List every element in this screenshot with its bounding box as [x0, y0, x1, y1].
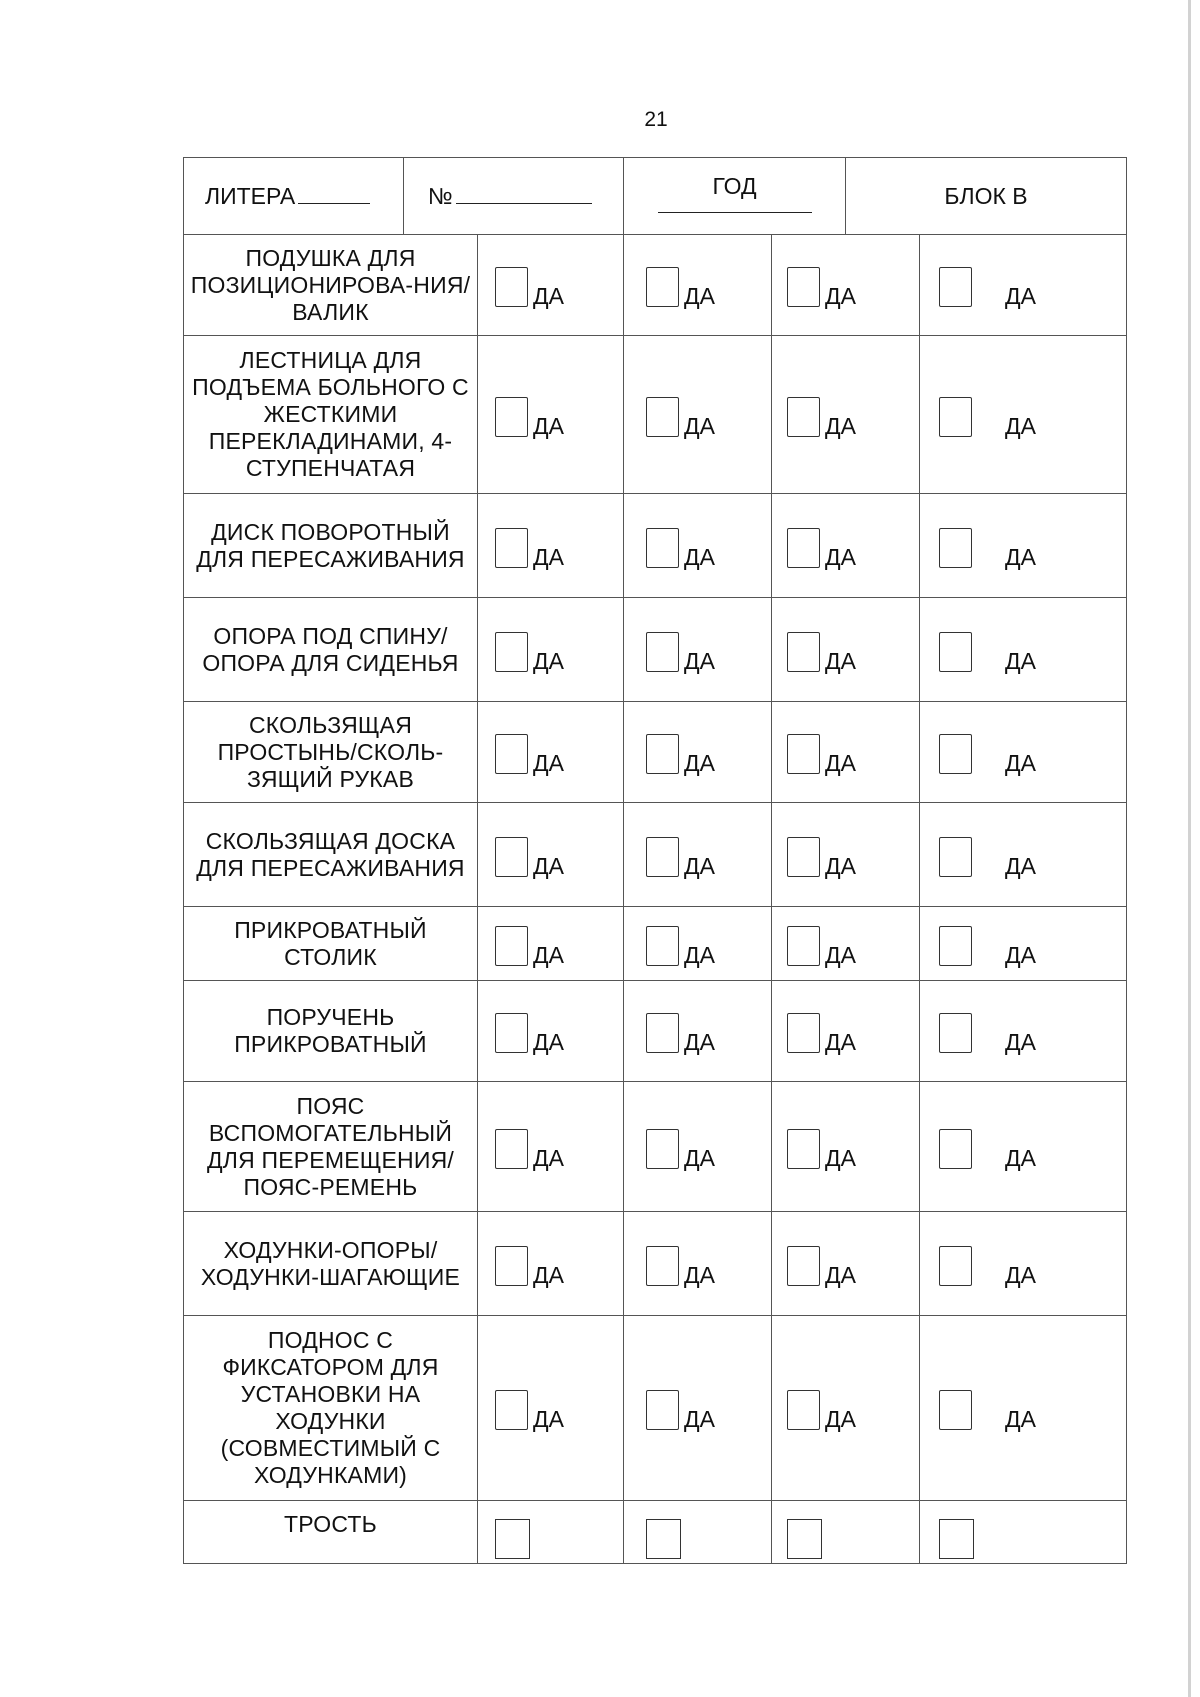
item-label: ПОДУШКА ДЛЯ ПОЗИЦИОНИРОВА-НИЯ/ВАЛИК [184, 235, 478, 336]
yes-label: ДА [825, 283, 856, 309]
yes-option[interactable] [939, 1386, 1126, 1430]
option-cell-2 [624, 907, 772, 981]
litera-cell[interactable] [184, 158, 404, 235]
table-row [184, 803, 1127, 907]
option-cell-2 [624, 598, 772, 702]
table-row [184, 1501, 1127, 1564]
yes-option[interactable] [787, 1386, 919, 1430]
yes-option[interactable] [939, 393, 1126, 437]
yes-option[interactable] [787, 524, 919, 568]
year-label: ГОД [712, 173, 757, 199]
checkbox[interactable] [939, 1013, 972, 1053]
checkbox[interactable] [646, 1390, 679, 1430]
yes-label: ДА [684, 1406, 715, 1432]
checkbox[interactable] [939, 1390, 972, 1430]
option-cell-1 [478, 803, 624, 907]
yes-option[interactable] [787, 1242, 919, 1286]
option-cell-1 [478, 1316, 624, 1501]
item-label: ТРОСТЬ [184, 1501, 478, 1564]
yes-label: ДА [1005, 1406, 1036, 1432]
checkbox[interactable] [787, 1246, 820, 1286]
option-cell-1 [478, 598, 624, 702]
yes-label: ДА [684, 543, 715, 570]
option-cell-1 [478, 907, 624, 981]
yes-option[interactable] [787, 833, 919, 877]
checkbox[interactable] [495, 734, 528, 774]
checkbox[interactable] [939, 837, 972, 877]
option-cell-4 [920, 803, 1127, 907]
number-label: № [428, 182, 453, 209]
checkbox[interactable] [646, 734, 679, 774]
page-edge [1188, 0, 1191, 1697]
yes-label: ДА [533, 941, 564, 968]
yes-label: ДА [533, 412, 564, 439]
yes-option[interactable] [646, 393, 771, 437]
yes-option[interactable] [495, 628, 623, 672]
option-cell-3 [772, 235, 920, 336]
table-row [184, 1212, 1127, 1316]
option-cell-1 [478, 702, 624, 803]
table-row [184, 336, 1127, 494]
yes-option[interactable] [646, 1125, 771, 1169]
litera-label: ЛИТЕРА [205, 182, 296, 209]
item-label: ОПОРА ПОД СПИНУ/ОПОРА ДЛЯ СИДЕНЬЯ [184, 598, 478, 702]
checkbox[interactable] [495, 528, 528, 568]
yes-option[interactable] [495, 1386, 623, 1430]
block-cell [846, 158, 1127, 235]
checkbox[interactable] [787, 1129, 820, 1169]
option-cell-3 [772, 1212, 920, 1316]
checkbox[interactable] [939, 1519, 974, 1559]
yes-label: ДА [684, 647, 715, 674]
checkbox[interactable] [646, 267, 679, 307]
yes-option[interactable] [495, 1242, 623, 1286]
option-cell-4 [920, 235, 1127, 336]
checkbox[interactable] [939, 926, 972, 966]
checkbox[interactable] [495, 1390, 528, 1430]
yes-option[interactable] [939, 263, 1126, 307]
option-cell-4 [920, 907, 1127, 981]
option-cell-3 [772, 1501, 920, 1564]
option-cell-2 [624, 1082, 772, 1212]
yes-label: ДА [684, 283, 715, 309]
yes-label: ДА [684, 1261, 715, 1288]
yes-label: ДА [533, 1144, 564, 1171]
item-label: ХОДУНКИ-ОПОРЫ/ХОДУНКИ-ШАГАЮЩИЕ [184, 1212, 478, 1316]
checkbox[interactable] [495, 632, 528, 672]
yes-option[interactable] [787, 730, 919, 774]
yes-option[interactable] [495, 1009, 623, 1053]
checkbox[interactable] [939, 1246, 972, 1286]
checkbox[interactable] [939, 528, 972, 568]
yes-option[interactable] [495, 1125, 623, 1169]
checkbox[interactable] [646, 1013, 679, 1053]
option-cell-4 [920, 1212, 1127, 1316]
checkbox[interactable] [939, 397, 972, 437]
header-row [184, 158, 1127, 235]
item-label: ПРИКРОВАТНЫЙ СТОЛИК [184, 907, 478, 981]
yes-label: ДА [684, 852, 715, 879]
option-cell-2 [624, 803, 772, 907]
yes-option[interactable] [646, 730, 771, 774]
checkbox[interactable] [787, 926, 820, 966]
yes-option[interactable] [787, 922, 919, 966]
option-cell-3 [772, 336, 920, 494]
number-cell[interactable] [404, 158, 624, 235]
yes-option[interactable] [939, 1125, 1126, 1169]
checkbox[interactable] [646, 632, 679, 672]
yes-option[interactable] [495, 833, 623, 877]
yes-label: ДА [825, 1029, 856, 1055]
table-row [184, 235, 1127, 336]
option-cell-3 [772, 907, 920, 981]
checkbox[interactable] [787, 632, 820, 672]
yes-label: ДА [1005, 852, 1036, 879]
yes-label: ДА [684, 941, 715, 968]
option-cell-4 [920, 981, 1127, 1082]
checkbox[interactable] [495, 837, 528, 877]
yes-option[interactable] [646, 922, 771, 966]
yes-option[interactable] [646, 1386, 771, 1430]
page-number: 21 [644, 108, 668, 131]
checkbox[interactable] [787, 267, 820, 307]
yes-label: ДА [825, 1144, 856, 1171]
yes-option[interactable] [646, 263, 771, 307]
option-cell-2 [624, 981, 772, 1082]
yes-label: ДА [533, 852, 564, 879]
item-label: ПОДНОС С ФИКСАТОРОМ ДЛЯ УСТАНОВКИ НА ХОДУНКИ (СОВМЕСТИМЫЙ С ХОДУНКАМИ) [184, 1316, 478, 1501]
option-cell-1 [478, 336, 624, 494]
yes-label: ДА [825, 543, 856, 570]
option-cell-4 [920, 494, 1127, 598]
checkbox[interactable] [787, 397, 820, 437]
yes-option[interactable] [495, 922, 623, 966]
checkbox[interactable] [646, 528, 679, 568]
table-row [184, 1316, 1127, 1501]
option-cell-4 [920, 598, 1127, 702]
yes-label: ДА [825, 750, 856, 776]
option-cell-1 [478, 1082, 624, 1212]
option-cell-3 [772, 702, 920, 803]
option-cell-2 [624, 1501, 772, 1564]
yes-label: ДА [1005, 941, 1036, 968]
yes-option[interactable] [939, 833, 1126, 877]
block-label: БЛОК В [944, 182, 1028, 209]
item-label: ДИСК ПОВОРОТНЫЙ ДЛЯ ПЕРЕСАЖИВАНИЯ [184, 494, 478, 598]
checkbox[interactable] [939, 1129, 972, 1169]
yes-label: ДА [1005, 1261, 1036, 1288]
checkbox[interactable] [939, 734, 972, 774]
yes-label: ДА [533, 750, 564, 776]
option-cell-4 [920, 1316, 1127, 1501]
yes-label: ДА [1005, 647, 1036, 674]
yes-label: ДА [825, 852, 856, 879]
checkbox[interactable] [646, 1246, 679, 1286]
yes-label: ДА [1005, 283, 1036, 309]
yes-label: ДА [1005, 1029, 1036, 1055]
table-row [184, 598, 1127, 702]
yes-label: ДА [533, 1406, 564, 1432]
yes-label: ДА [684, 412, 715, 439]
checkbox[interactable] [787, 1519, 822, 1559]
option-cell-4 [920, 702, 1127, 803]
yes-label: ДА [1005, 750, 1036, 776]
checkbox[interactable] [646, 1129, 679, 1169]
yes-option[interactable] [939, 730, 1126, 774]
yes-label: ДА [825, 1261, 856, 1288]
checkbox[interactable] [787, 1013, 820, 1053]
option-cell-1 [478, 1501, 624, 1564]
yes-label: ДА [533, 283, 564, 309]
yes-option[interactable] [495, 524, 623, 568]
yes-option[interactable] [495, 730, 623, 774]
checkbox[interactable] [787, 837, 820, 877]
yes-option[interactable] [939, 524, 1126, 568]
table-row [184, 1082, 1127, 1212]
table-row [184, 981, 1127, 1082]
option-cell-2 [624, 1316, 772, 1501]
yes-option[interactable] [646, 628, 771, 672]
yes-label: ДА [533, 1029, 564, 1055]
option-cell-3 [772, 494, 920, 598]
checkbox[interactable] [939, 267, 972, 307]
checkbox[interactable] [495, 1246, 528, 1286]
option-cell-2 [624, 702, 772, 803]
option-cell-3 [772, 803, 920, 907]
checkbox[interactable] [646, 837, 679, 877]
yes-option[interactable] [646, 524, 771, 568]
checkbox[interactable] [787, 1390, 820, 1430]
yes-option[interactable] [646, 1009, 771, 1053]
option-cell-4 [920, 336, 1127, 494]
yes-option[interactable] [646, 833, 771, 877]
item-label: ПОРУЧЕНЬ ПРИКРОВАТНЫЙ [184, 981, 478, 1082]
checkbox[interactable] [787, 528, 820, 568]
litera-blank-field[interactable] [298, 183, 370, 204]
yes-option[interactable] [787, 1009, 919, 1053]
yes-label: ДА [533, 647, 564, 674]
checkbox[interactable] [495, 267, 528, 307]
yes-label: ДА [825, 941, 856, 968]
yes-option[interactable] [787, 628, 919, 672]
option-cell-2 [624, 494, 772, 598]
yes-option[interactable] [787, 1125, 919, 1169]
yes-label: ДА [684, 1029, 715, 1055]
yes-label: ДА [825, 1406, 856, 1432]
option-cell-3 [772, 598, 920, 702]
checkbox[interactable] [495, 1013, 528, 1053]
option-cell-1 [478, 1212, 624, 1316]
table-row [184, 702, 1127, 803]
yes-option[interactable] [495, 263, 623, 307]
item-label: СКОЛЬЗЯЩАЯ ДОСКА ДЛЯ ПЕРЕСАЖИВАНИЯ [184, 803, 478, 907]
item-label: ПОЯС ВСПОМОГАТЕЛЬНЫЙ ДЛЯ ПЕРЕМЕЩЕНИЯ/ ПОЯС-РЕМЕНЬ [184, 1082, 478, 1212]
checkbox[interactable] [646, 397, 679, 437]
yes-option[interactable] [939, 1009, 1126, 1053]
number-blank-field[interactable] [456, 183, 592, 204]
option-cell-2 [624, 336, 772, 494]
checkbox[interactable] [787, 734, 820, 774]
checkbox[interactable] [646, 1519, 681, 1559]
year-cell[interactable] [624, 158, 846, 235]
yes-option[interactable] [939, 628, 1126, 672]
yes-label: ДА [1005, 543, 1036, 570]
option-cell-1 [478, 235, 624, 336]
option-cell-1 [478, 981, 624, 1082]
yes-option[interactable] [787, 393, 919, 437]
option-cell-3 [772, 981, 920, 1082]
option-cell-3 [772, 1082, 920, 1212]
yes-label: ДА [533, 1261, 564, 1288]
checkbox[interactable] [495, 397, 528, 437]
item-label: ЛЕСТНИЦА ДЛЯ ПОДЪЕМА БОЛЬНОГО С ЖЕСТКИМИ ПЕРЕКЛАДИНАМИ, 4-СТУПЕНЧАТАЯ [184, 336, 478, 494]
yes-label: ДА [825, 412, 856, 439]
yes-option[interactable] [495, 393, 623, 437]
yes-option[interactable] [939, 1242, 1126, 1286]
yes-label: ДА [684, 750, 715, 776]
table-row [184, 494, 1127, 598]
option-cell-2 [624, 235, 772, 336]
yes-label: ДА [533, 543, 564, 570]
yes-label: ДА [825, 647, 856, 674]
checkbox[interactable] [495, 1129, 528, 1169]
checkbox[interactable] [495, 926, 528, 966]
equipment-checklist-table [183, 157, 1127, 1564]
checkbox[interactable] [646, 926, 679, 966]
yes-label: ДА [1005, 412, 1036, 439]
yes-option[interactable] [646, 1242, 771, 1286]
item-label: СКОЛЬЗЯЩАЯ ПРОСТЫНЬ/СКОЛЬ-ЗЯЩИЙ РУКАВ [184, 702, 478, 803]
year-blank-field[interactable] [658, 212, 812, 213]
option-cell-2 [624, 1212, 772, 1316]
option-cell-1 [478, 494, 624, 598]
option-cell-4 [920, 1082, 1127, 1212]
yes-option[interactable] [939, 922, 1126, 966]
table-row [184, 907, 1127, 981]
option-cell-3 [772, 1316, 920, 1501]
option-cell-4 [920, 1501, 1127, 1564]
checkbox[interactable] [495, 1519, 530, 1559]
yes-option[interactable] [787, 263, 919, 307]
checkbox[interactable] [939, 632, 972, 672]
yes-label: ДА [1005, 1144, 1036, 1171]
yes-label: ДА [684, 1144, 715, 1171]
